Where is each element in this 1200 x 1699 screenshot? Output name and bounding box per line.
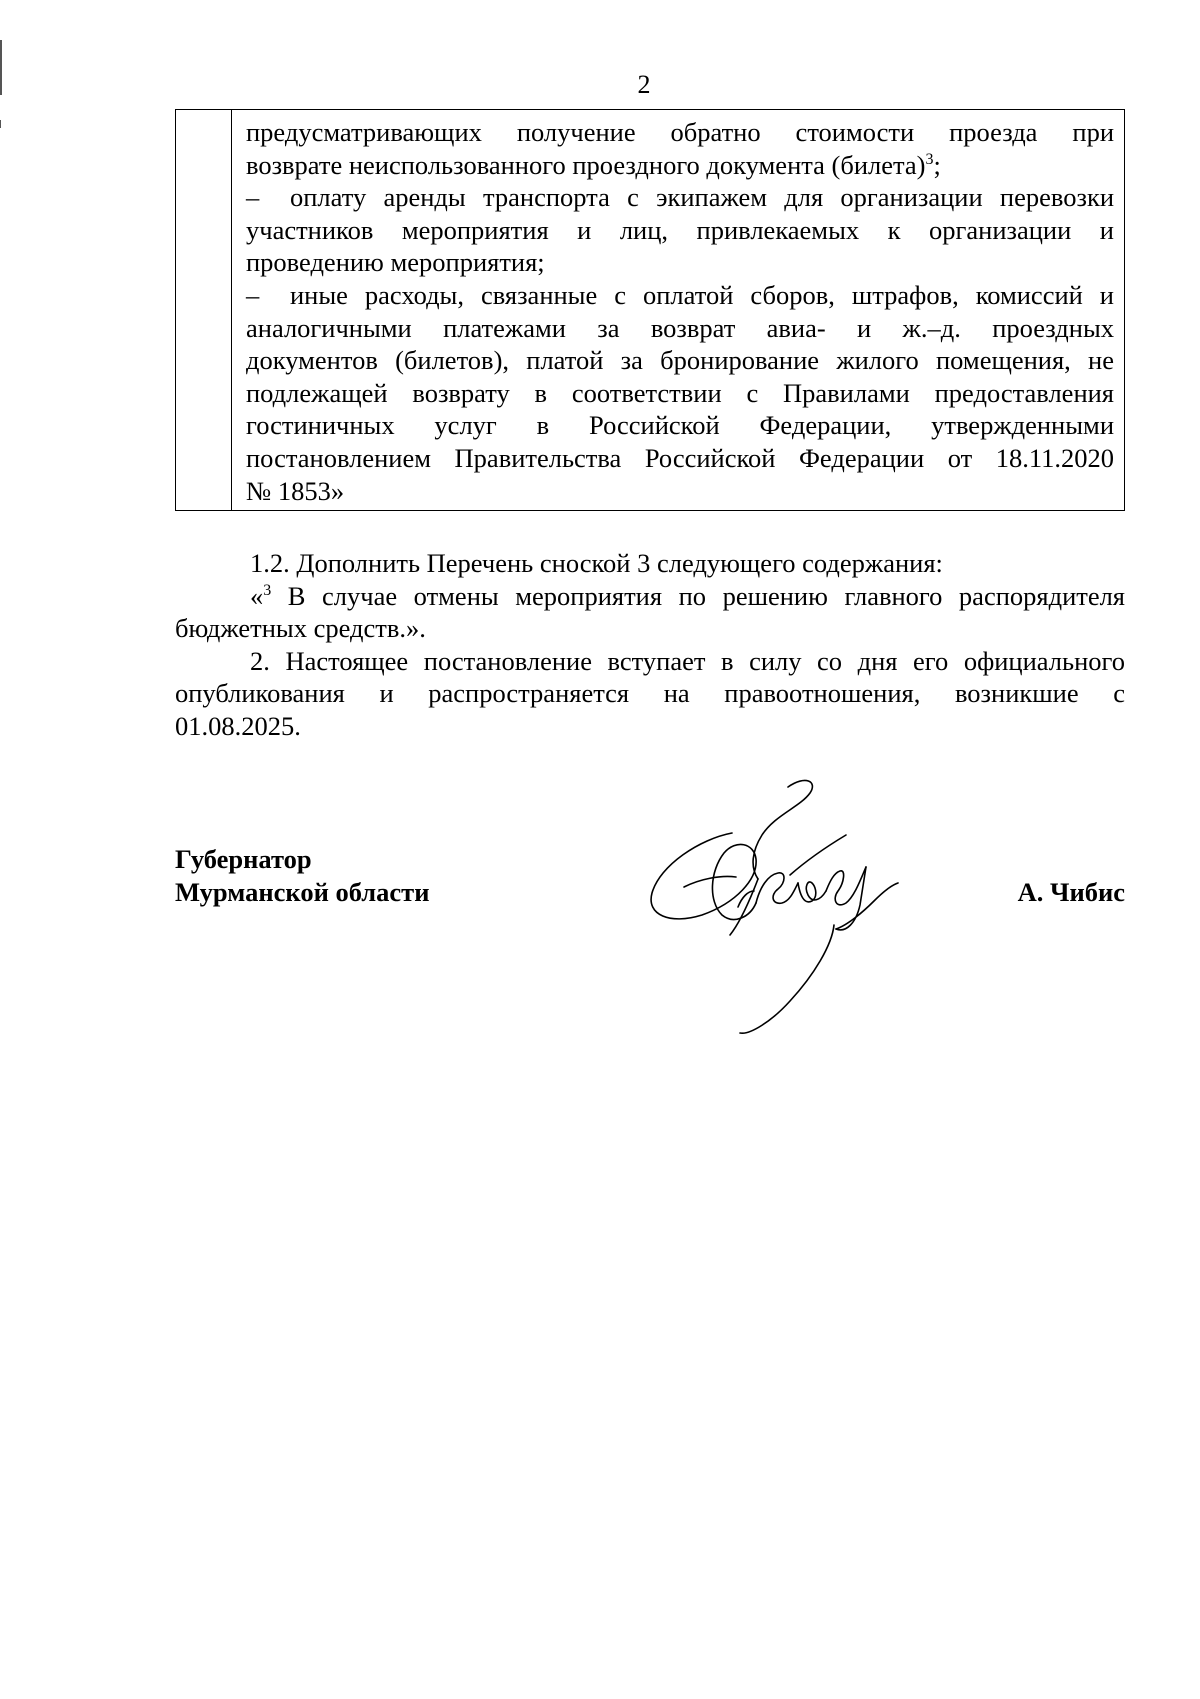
binding-mark	[0, 120, 1, 128]
table-line: проведению мероприятия;	[246, 247, 545, 278]
table-line: документов (билетов), платой за бронирование жилого помещения, не	[246, 345, 1114, 376]
table-line: – оплату аренды транспорта с экипажем для организации перевозки	[246, 182, 1114, 213]
footnote-text-end: бюджетных средств.».	[175, 613, 426, 644]
footnote-mark: 3	[925, 150, 934, 168]
table-line: постановлением Правительства Российской Федерации от 18.11.2020	[246, 442, 1114, 473]
table-line: гостиничных услуг в Российской Федерации, утвержденными	[246, 410, 1114, 441]
table-line: – иные расходы, связанные с оплатой сборов, штрафов, комиссий и	[246, 279, 1114, 310]
signatory-position	[175, 843, 429, 909]
paragraph-2: 2. Настоящее постановление вступает в силу со дня его официального	[250, 645, 1125, 676]
table-line: участников мероприятия и лиц, привлекаемых к организации и	[246, 214, 1114, 245]
dash: –	[246, 279, 260, 310]
paragraph-2-line: 01.08.2025.	[175, 710, 301, 741]
table-line: подлежащей возврату в соответствии с Правилами предоставления	[246, 377, 1114, 408]
table-line: аналогичными платежами за возврат авиа- и ж.–д. проездных	[246, 312, 1114, 343]
table-cell	[246, 116, 1114, 507]
table-line: № 1853»	[246, 475, 345, 506]
table-line: возврате неиспользованного проездного документа (билета)$^3$;	[246, 149, 941, 180]
dash: –	[246, 182, 260, 213]
signatory-name: А. Чибис	[1017, 877, 1125, 907]
handwritten-signature	[640, 775, 940, 1035]
footnote-mark: 3	[263, 581, 272, 599]
page-number: 2	[637, 70, 651, 99]
expenses-table	[175, 109, 1125, 511]
table-line: предусматривающих получение обратно стоимости проезда при	[246, 117, 1114, 147]
document-body	[175, 547, 1125, 743]
signatory-region: Мурманской области	[175, 877, 430, 907]
signatory-title: Губернатор	[175, 844, 312, 874]
table-column-divider	[231, 110, 232, 510]
paragraph-2-line: опубликования и распространяется на правоотношения, возникшие с	[175, 678, 1125, 709]
paragraph-1-2: 1.2. Дополнить Перечень сноской 3 следующего содержания:	[250, 548, 943, 578]
footnote-text: «$^3$ В случае отмены мероприятия по решению главного распорядителя	[250, 580, 1125, 611]
